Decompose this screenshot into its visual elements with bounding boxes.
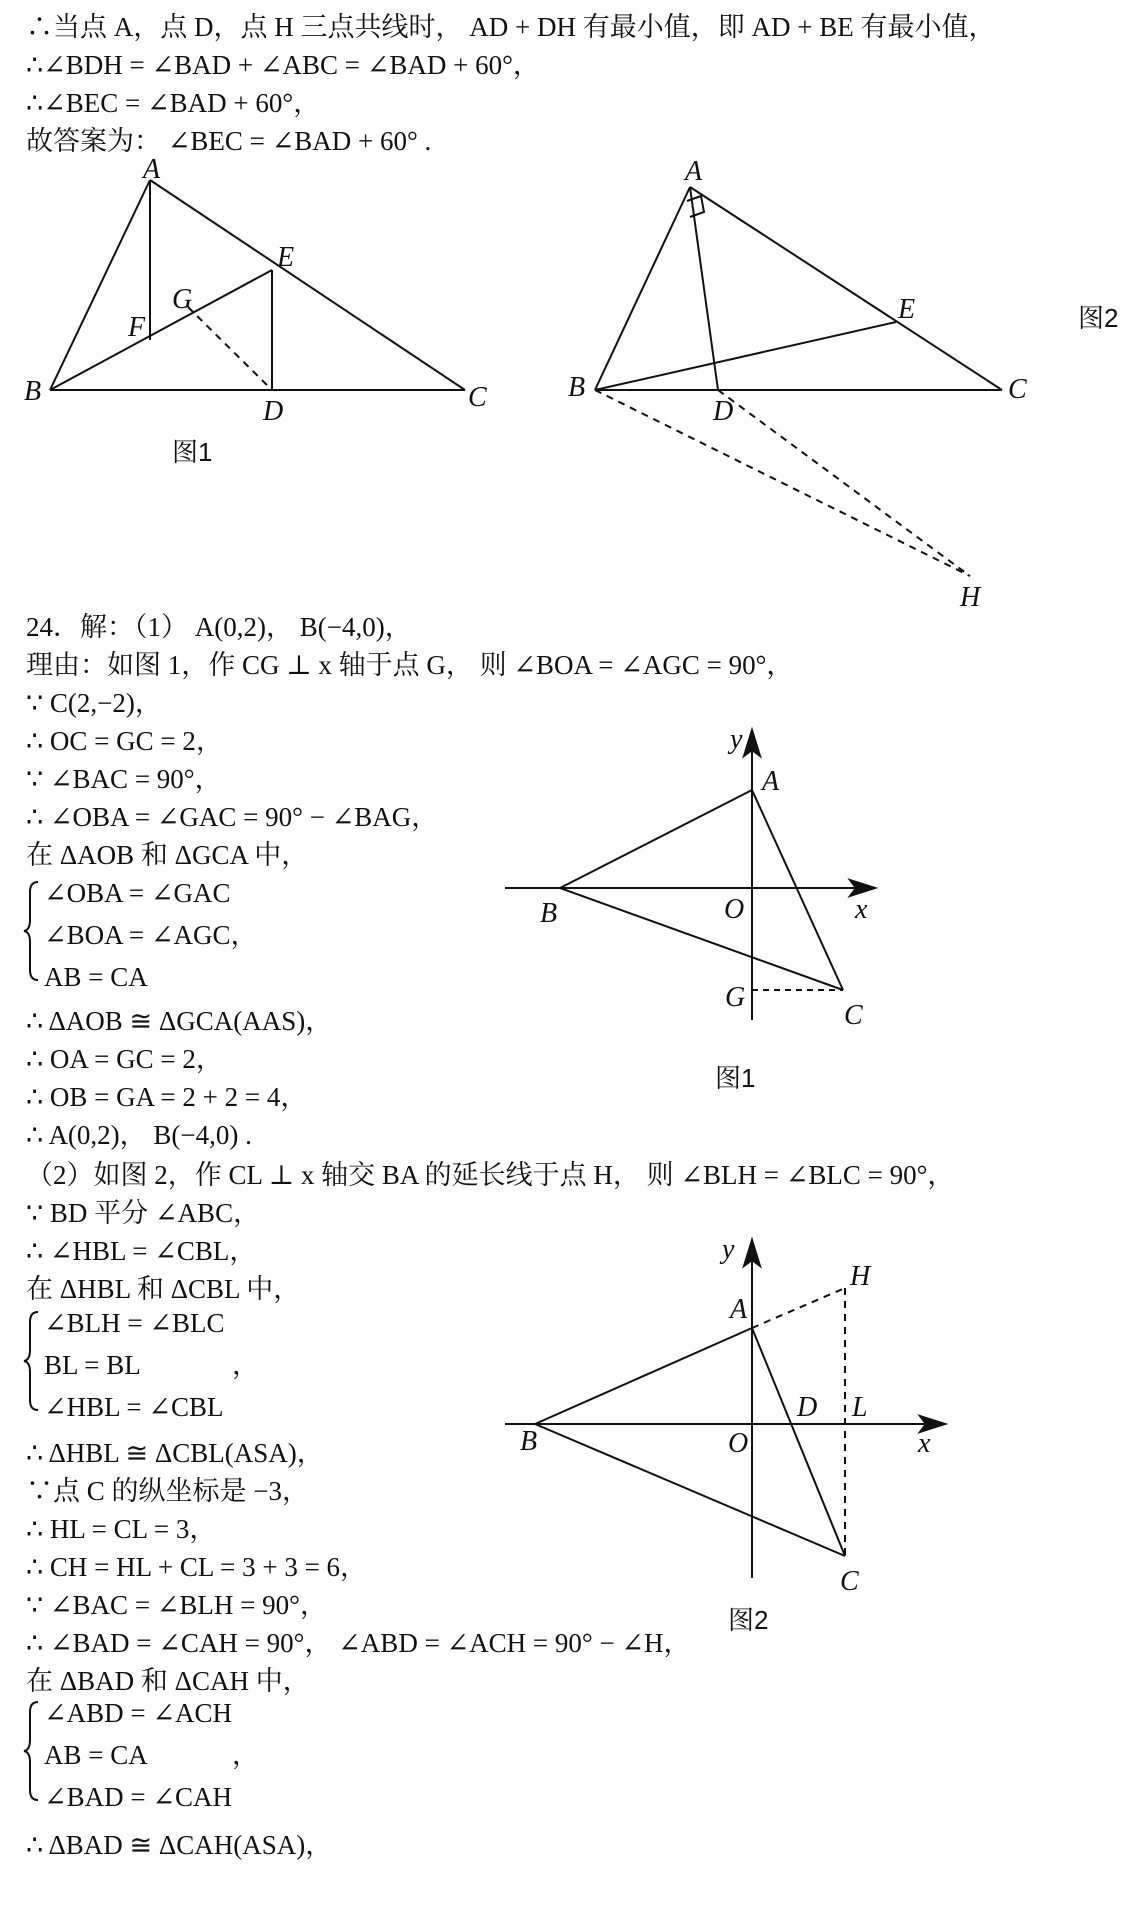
figure-caption: 图2 [1078,303,1119,333]
system-eq: ∠BLH = ∠BLC [44,1308,225,1338]
figure-2 [595,187,1002,576]
text-line: ∴ OC = GC = 2， [26,726,223,756]
point-label: O [728,1428,749,1459]
figure-1 [50,180,465,390]
system-eq: ∠BOA = ∠AGC， [44,920,258,950]
point-label: E [898,294,916,325]
point-label: H [850,1261,871,1292]
figure-caption: 图2 [728,1605,769,1635]
point-label: B [24,376,42,407]
point-label: G [725,982,746,1013]
system-comma: ， [232,1740,259,1770]
text-line: ∴∠BDH = ∠BAD + ∠ABC = ∠BAD + 60°， [26,50,540,80]
graph-1-labels [540,724,868,1031]
text-line: ∴ ∠OBA = ∠GAC = 90° − ∠BAG， [26,802,439,832]
text-line: ∵ ∠BAC = 90°， [26,764,222,794]
text-line: ∴ A(0,2)， B(−4,0) . [26,1120,252,1150]
text-line: ∴ HL = CL = 3， [26,1514,217,1544]
text-line: ∵ ∠BAC = ∠BLH = 90°， [26,1590,327,1620]
point-label: O [724,894,745,925]
system-eq: BL = BL [44,1350,141,1380]
text-line: ∴ ∠HBL = ∠CBL， [26,1236,257,1266]
text-line: ∴ OB = GA = 2 + 2 = 4， [26,1082,308,1112]
brace-system-1 [24,882,38,980]
axis-label-y: y [730,724,743,755]
point-label: B [540,898,558,929]
axis-label-x: x [855,894,868,925]
point-label: L [852,1392,868,1423]
figure-2-labels [568,156,1027,613]
text-line: ∴ ΔHBL ≅ ΔCBL(ASA)， [26,1438,324,1468]
graph-2-labels [520,1234,931,1597]
point-label: A [685,156,703,187]
text-line: 在 ΔBAD 和 ΔCAH 中， [26,1666,310,1696]
text-line: 24．解：（1） A(0,2)， B(−4,0)， [26,612,412,642]
coordinate-graph-1 [505,730,875,1020]
point-label: B [568,372,586,403]
text-line: ∴∠BEC = ∠BAD + 60°， [26,88,321,118]
text-line: ∴当点 A，点 D，点 H 三点共线时， AD + DH 有最小值，即 AD + BE 有最小值， [26,12,996,42]
text-line: 理由：如图 1，作 CG ⊥ x 轴于点 G， 则 ∠BOA = ∠AGC = 90°， [26,650,794,680]
system-comma: ， [232,1350,259,1380]
text-line: ∵ BD 平分 ∠ABC， [26,1198,261,1228]
system-eq: ∠OBA = ∠GAC [44,878,231,908]
point-label: E [277,242,295,273]
text-line: 在 ΔHBL 和 ΔCBL 中， [26,1274,301,1304]
system-eq: AB = CA [44,1740,148,1770]
text-line: ∴ OA = GC = 2， [26,1044,223,1074]
point-label: F [128,312,146,343]
axis-label-y: y [722,1234,735,1265]
point-label: D [797,1392,818,1423]
point-label: C [840,1566,859,1597]
point-label: C [844,1000,863,1031]
point-label: A [762,766,780,797]
point-label: D [713,396,734,427]
text-line: ∴ ΔAOB ≅ ΔGCA(AAS)， [26,1006,333,1036]
point-label: A [730,1294,748,1325]
point-label: G [172,284,193,315]
system-eq: AB = CA [44,962,148,992]
system-eq: ∠HBL = ∠CBL [44,1392,224,1422]
text-line: ∴ ∠BAD = ∠CAH = 90°， ∠ABD = ∠ACH = 90° − ∠H， [26,1628,691,1658]
text-line: ∵ C(2,−2)， [26,688,162,718]
figure-caption: 图1 [715,1063,756,1093]
point-label: B [520,1426,538,1457]
text-line: 故答案为： ∠BEC = ∠BAD + 60° . [26,126,432,156]
point-label: C [468,382,487,413]
system-eq: ∠BAD = ∠CAH [44,1782,232,1812]
figure-caption: 图1 [172,437,213,467]
brace-system-3 [24,1702,38,1800]
brace-system-2 [24,1312,38,1410]
point-label: A [143,154,161,185]
point-label: D [263,396,284,427]
text-line: （2）如图 2，作 CL ⊥ x 轴交 BA 的延长线于点 H， 则 ∠BLH = ∠BLC = 90°， [26,1160,955,1190]
text-line: ∴ CH = HL + CL = 3 + 3 = 6， [26,1552,368,1582]
text-line: ∵点 C 的纵坐标是 −3， [26,1476,309,1506]
system-eq: ∠ABD = ∠ACH [44,1698,232,1728]
point-label: C [1008,374,1027,405]
point-label: H [960,582,981,613]
coordinate-graph-2 [505,1240,945,1578]
axis-label-x: x [918,1428,931,1459]
text-line: 在 ΔAOB 和 ΔGCA 中， [26,840,309,870]
text-line: ∴ ΔBAD ≅ ΔCAH(ASA)， [26,1830,333,1860]
figure-1-labels [24,154,487,427]
